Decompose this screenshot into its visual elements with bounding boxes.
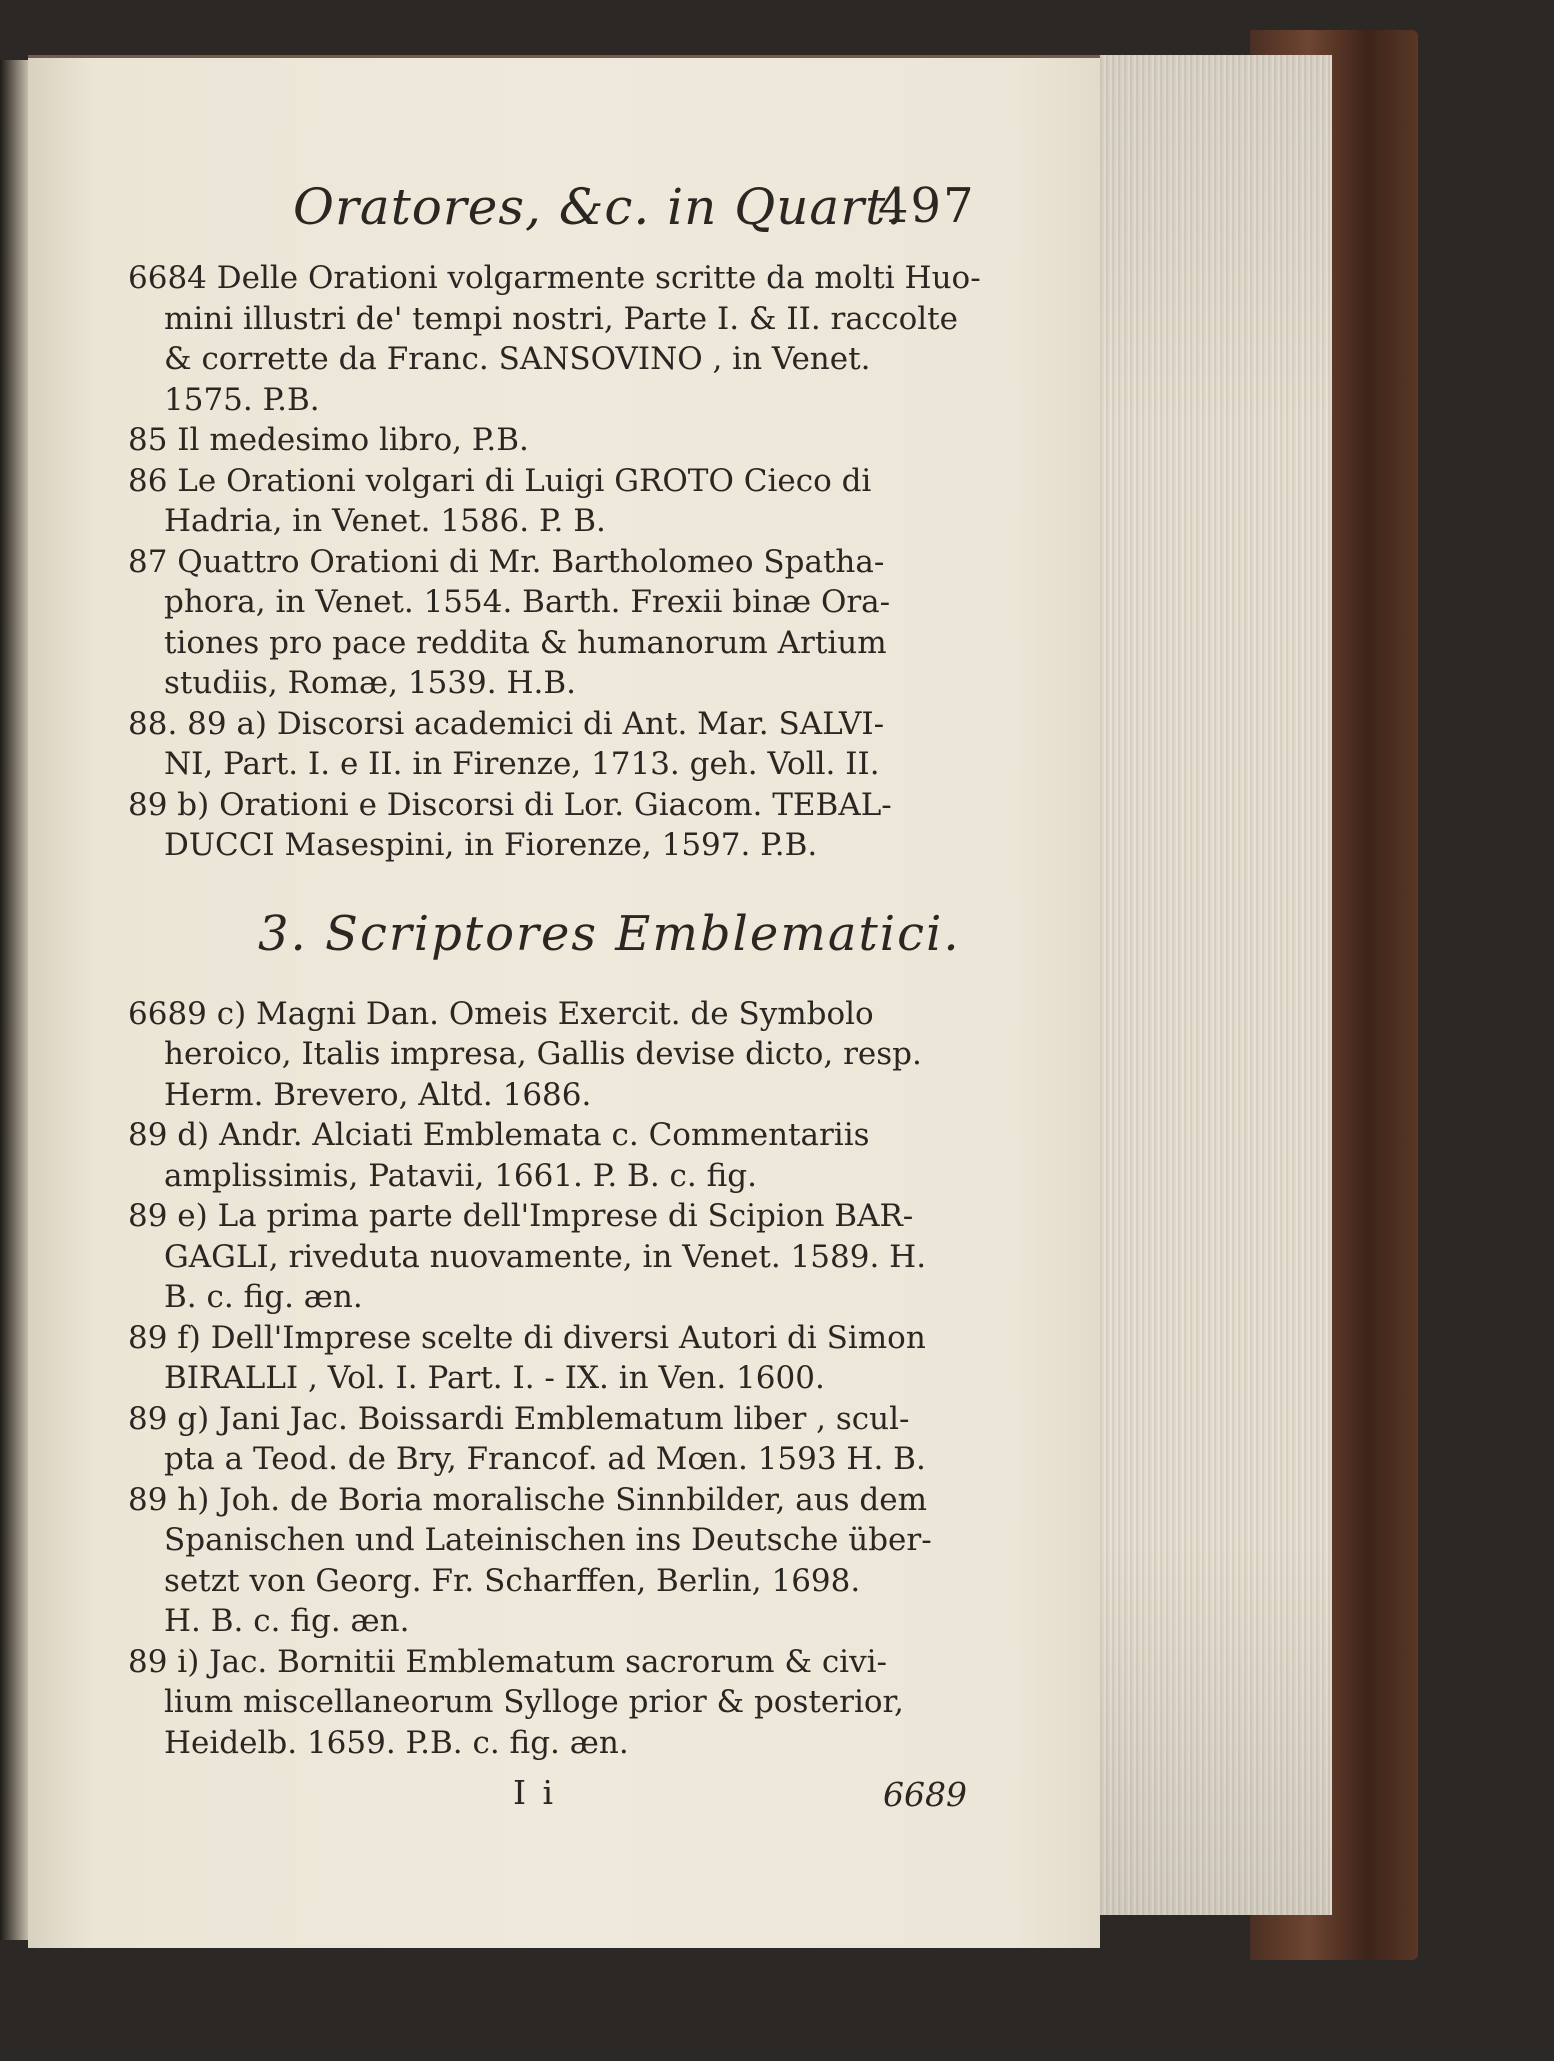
catalog-entry <box>128 1399 988 1480</box>
catalog-entry <box>128 1642 988 1764</box>
entry-line: 89 g) Jani Jac. Boissardi Emblematum liber , scul- <box>128 1400 910 1437</box>
running-title: Oratores, &c. in Quart. <box>293 178 904 236</box>
entry-line: lium miscellaneorum Sylloge prior & posterior, <box>164 1684 904 1720</box>
catalog-entry <box>128 258 988 420</box>
catalog-entry <box>128 994 988 1116</box>
entry-line: & corrette da Franc. SANSOVINO , in Venet. <box>164 341 871 377</box>
entry-line: NI, Part. I. e II. in Firenze, 1713. geh. Voll. II. <box>164 746 880 782</box>
text-block <box>128 178 988 1823</box>
entry-line: BIRALLI , Vol. I. Part. I. - IX. in Ven. 1600. <box>164 1360 825 1396</box>
entry-line: 89 h) Joh. de Boria moralische Sinnbilder, aus dem <box>128 1481 928 1518</box>
entries-orationes <box>128 258 988 866</box>
entry-line: setzt von Georg. Fr. Scharffen, Berlin, 1698. <box>164 1562 861 1599</box>
entry-line: amplissimis, Patavii, 1661. P. B. c. fig. <box>164 1157 757 1194</box>
entry-line: DUCCI Masespini, in Fiorenze, 1597. P.B. <box>164 827 818 863</box>
book-page <box>28 55 1100 1948</box>
catchword: 6689 <box>883 1775 967 1814</box>
catalog-entry <box>128 542 988 704</box>
entry-line: Hadria, in Venet. 1586. P. B. <box>164 503 606 539</box>
entry-line: Heidelb. 1659. P.B. c. fig. æn. <box>164 1724 629 1761</box>
catalog-entry <box>128 1318 988 1399</box>
entry-line: 89 e) La prima parte dell'Imprese di Scipion BAR- <box>128 1198 914 1234</box>
entry-line: 89 b) Orationi e Discorsi di Lor. Giacom. TEBAL- <box>128 786 892 823</box>
entry-line: GAGLI, riveduta nuovamente, in Venet. 1589. H. <box>164 1238 927 1275</box>
signature-mark: I i <box>513 1773 557 1812</box>
entry-line: mini illustri de' tempi nostri, Parte I. & II. raccolte <box>164 300 958 337</box>
catalog-entry <box>128 785 988 866</box>
entry-line: 89 i) Jac. Bornitii Emblematum sacrorum & civi- <box>128 1643 888 1680</box>
entry-line: 6684 Delle Orationi volgarmente scritte da molti Huo- <box>128 260 981 296</box>
entries-emblematici <box>128 994 988 1764</box>
entry-line: 89 d) Andr. Alciati Emblemata c. Commentariis <box>128 1117 870 1153</box>
page-number: 497 <box>878 178 976 234</box>
catalog-entry <box>128 461 988 542</box>
entry-line: studiis, Romæ, 1539. H.B. <box>164 665 576 701</box>
entry-line: 85 Il medesimo libro, P.B. <box>128 422 529 458</box>
page-footer <box>128 1773 988 1823</box>
entry-line: 6689 c) Magni Dan. Omeis Exercit. de Symbolo <box>128 995 874 1032</box>
entry-line: 89 f) Dell'Imprese scelte di diversi Autori di Simon <box>128 1319 926 1356</box>
entry-line: heroico, Italis impresa, Gallis devise dicto, resp. <box>164 1036 922 1072</box>
entry-line: Spanischen und Lateinischen ins Deutsche über- <box>164 1522 932 1558</box>
catalog-entry <box>128 704 988 785</box>
catalog-entry <box>128 1480 988 1642</box>
entry-line: phora, in Venet. 1554. Barth. Frexii binæ Ora- <box>164 584 891 620</box>
catalog-entry <box>128 1115 988 1196</box>
entry-line: 1575. P.B. <box>164 381 320 418</box>
catalog-entry <box>128 420 988 461</box>
page-header <box>128 178 988 258</box>
entry-line: pta a Teod. de Bry, Francof. ad Mœn. 1593 H. B. <box>164 1441 926 1477</box>
entry-line: 87 Quattro Orationi di Mr. Bartholomeo Spatha- <box>128 543 885 580</box>
entry-line: tiones pro pace reddita & humanorum Artium <box>164 624 887 661</box>
entry-line: H. B. c. fig. æn. <box>164 1603 410 1639</box>
entry-line: 88. 89 a) Discorsi academici di Ant. Mar. SALVI- <box>128 705 885 742</box>
entry-line: 86 Le Orationi volgari di Luigi GROTO Cieco di <box>128 462 872 499</box>
entry-line: B. c. fig. æn. <box>164 1279 363 1315</box>
entry-line: Herm. Brevero, Altd. 1686. <box>164 1076 592 1113</box>
catalog-entry <box>128 1196 988 1318</box>
facing-page-edge <box>0 60 30 1940</box>
section-title: 3. Scriptores Emblematici. <box>258 905 961 962</box>
